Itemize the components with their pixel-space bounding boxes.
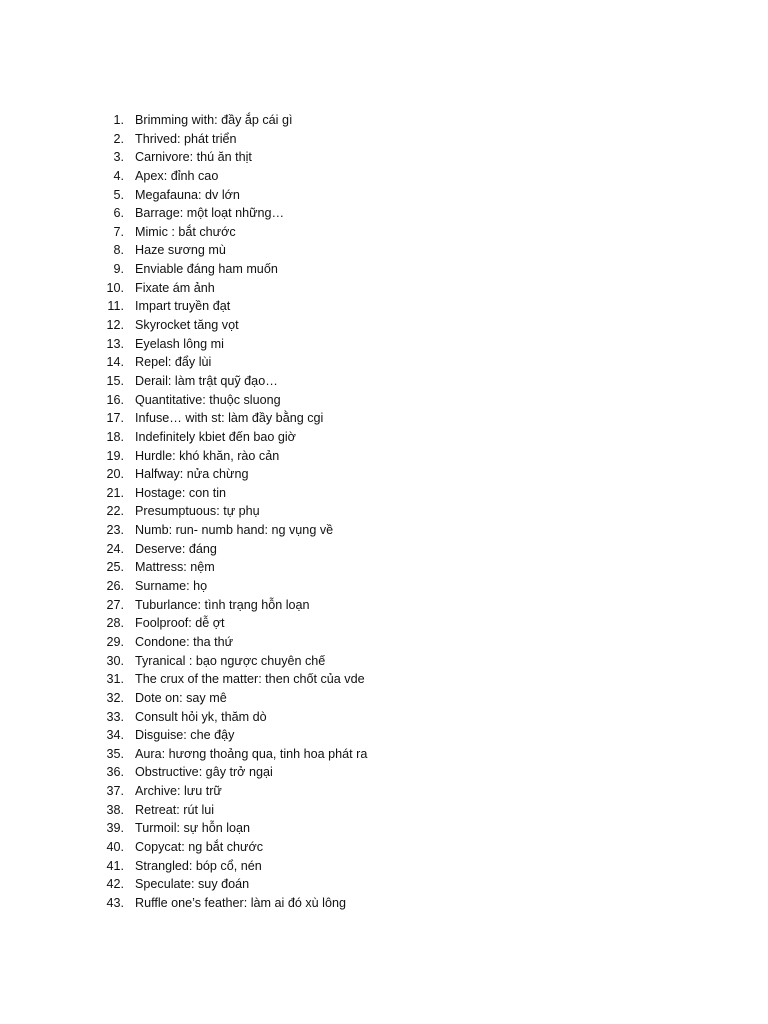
list-item-text: Retreat: rút lui [135, 802, 215, 817]
list-item-text: Hostage: con tin [135, 485, 227, 500]
list-item-text: Fixate ám ảnh [135, 280, 215, 295]
list-item [100, 391, 720, 410]
list-item-number: 42. [106, 877, 124, 892]
list-item-text: Disguise: che đậy [135, 728, 235, 743]
vocabulary-list [100, 111, 720, 913]
list-item-number: 38. [106, 802, 124, 817]
list-item-text: Dote on: say mê [135, 690, 227, 705]
list-item-text: Enviable đáng ham muốn [135, 262, 278, 277]
list-item-number: 22. [106, 504, 124, 519]
list-item [100, 447, 720, 466]
list-item-number: 20. [106, 467, 124, 482]
list-item-number: 7. [113, 224, 124, 239]
list-item-text: Turmoil: sự hỗn loạn [135, 821, 251, 836]
list-item-text: Quantitative: thuộc sluong [135, 392, 281, 407]
list-item-text: Apex: đỉnh cao [135, 168, 219, 183]
list-item-text: Halfway: nửa chừng [135, 467, 249, 482]
list-item-number: 19. [106, 448, 124, 463]
list-item [100, 819, 720, 838]
list-item-text: Ruffle one’s feather: làm ai đó xù lông [135, 895, 346, 910]
list-item [100, 335, 720, 354]
list-item [100, 204, 720, 223]
list-item-text: Megafauna: dv lớn [135, 187, 240, 202]
list-item-number: 6. [113, 206, 124, 221]
list-item-number: 31. [106, 672, 124, 687]
list-item-number: 34. [106, 728, 124, 743]
list-item-text: Surname: họ [135, 579, 208, 594]
list-item [100, 148, 720, 167]
list-item [100, 596, 720, 615]
list-item-number: 23. [106, 523, 124, 538]
list-item-number: 40. [106, 839, 124, 854]
list-item-number: 18. [106, 429, 124, 444]
list-item-number: 8. [113, 243, 124, 258]
list-item-text: Derail: làm trật quỹ đạo… [135, 373, 278, 388]
list-item-number: 35. [106, 746, 124, 761]
list-item [100, 223, 720, 242]
list-item-number: 24. [106, 541, 124, 556]
list-item-number: 36. [106, 765, 124, 780]
list-item-text: The crux of the matter: then chốt của vde [135, 672, 365, 687]
list-item [100, 167, 720, 186]
list-item [100, 708, 720, 727]
list-item [100, 521, 720, 540]
list-item-number: 1. [113, 113, 124, 127]
list-item-text: Numb: run- numb hand: ng vụng về [135, 523, 334, 538]
list-item-text: Brimming with: đầy ắp cái gì [135, 113, 293, 127]
list-item-text: Archive: lưu trữ [135, 784, 222, 799]
list-item [100, 726, 720, 745]
list-item-number: 13. [106, 336, 124, 351]
list-item [100, 614, 720, 633]
list-item-number: 2. [113, 131, 124, 146]
list-item-number: 25. [106, 560, 124, 575]
list-item-text: Barrage: một loạt những… [135, 206, 285, 221]
list-item [100, 782, 720, 801]
list-item-text: Carnivore: thú ăn thịt [135, 150, 252, 165]
list-item [100, 297, 720, 316]
list-item-text: Presumptuous: tự phụ [135, 504, 260, 519]
list-item-number: 10. [106, 280, 124, 295]
list-item-number: 39. [106, 821, 124, 836]
list-item-number: 3. [113, 150, 124, 165]
list-item-number: 26. [106, 579, 124, 594]
list-item-text: Tuburlance: tình trạng hỗn loạn [135, 597, 310, 612]
list-item-text: Eyelash lông mi [135, 336, 224, 351]
list-item-number: 41. [106, 858, 124, 873]
list-item [100, 409, 720, 428]
list-item-text: Thrived: phát triển [135, 131, 237, 146]
list-item-text: Mimic : bắt chước [135, 224, 236, 239]
list-item [100, 875, 720, 894]
list-item-number: 17. [106, 411, 124, 426]
list-item [100, 241, 720, 260]
list-item [100, 130, 720, 149]
list-item [100, 484, 720, 503]
list-item [100, 186, 720, 205]
list-item-number: 15. [106, 373, 124, 388]
list-item [100, 502, 720, 521]
list-item-number: 33. [106, 709, 124, 724]
list-item [100, 745, 720, 764]
list-item-text: Consult hỏi yk, thăm dò [135, 709, 267, 724]
list-item [100, 316, 720, 335]
list-item [100, 763, 720, 782]
list-item-text: Haze sương mù [135, 243, 226, 258]
list-item-number: 21. [106, 485, 124, 500]
list-item [100, 558, 720, 577]
list-item-text: Tyranical : bạo ngược chuyên chế [135, 653, 326, 668]
list-item-text: Repel: đẩy lùi [135, 355, 212, 370]
list-item-number: 28. [106, 616, 124, 631]
list-item [100, 894, 720, 913]
list-item-text: Strangled: bóp cổ, nén [135, 858, 262, 873]
list-item-number: 9. [113, 262, 124, 277]
list-item [100, 465, 720, 484]
list-item-text: Speculate: suy đoán [135, 877, 250, 892]
list-item-number: 29. [106, 634, 124, 649]
list-item-text: Deserve: đáng [135, 541, 217, 556]
list-item [100, 652, 720, 671]
list-item [100, 428, 720, 447]
list-item-number: 43. [106, 895, 124, 910]
list-item-number: 5. [113, 187, 124, 202]
list-item-number: 37. [106, 784, 124, 799]
list-item-number: 32. [106, 690, 124, 705]
list-item-text: Impart truyền đạt [135, 299, 231, 314]
list-item-text: Indefinitely kbiet đến bao giờ [135, 429, 296, 444]
list-item [100, 838, 720, 857]
list-item [100, 577, 720, 596]
list-item [100, 633, 720, 652]
list-item-number: 4. [113, 168, 124, 183]
list-item [100, 670, 720, 689]
list-item-text: Infuse… with st: làm đầy bằng cgi [135, 411, 324, 426]
list-item-number: 16. [106, 392, 124, 407]
list-item-number: 30. [106, 653, 124, 668]
list-item [100, 353, 720, 372]
list-item-number: 11. [107, 299, 124, 314]
list-item-text: Obstructive: gây trở ngại [135, 765, 273, 780]
list-item-text: Mattress: nệm [135, 560, 215, 575]
list-item [100, 260, 720, 279]
list-item [100, 689, 720, 708]
list-item [100, 372, 720, 391]
list-item-text: Copycat: ng bắt chước [135, 839, 263, 854]
list-item [100, 801, 720, 820]
list-item-text: Condone: tha thứ [135, 634, 234, 649]
list-item [100, 279, 720, 298]
list-item [100, 111, 720, 130]
list-item-number: 12. [106, 318, 124, 333]
list-item-text: Skyrocket tăng vọt [135, 318, 239, 333]
list-item-number: 14. [106, 355, 124, 370]
list-item [100, 540, 720, 559]
list-item-number: 27. [106, 597, 124, 612]
list-item [100, 857, 720, 876]
list-item-text: Foolproof: dễ ợt [135, 616, 225, 631]
list-item-text: Hurdle: khó khăn, rào cản [135, 448, 280, 463]
list-item-text: Aura: hương thoảng qua, tinh hoa phát ra [135, 746, 368, 761]
